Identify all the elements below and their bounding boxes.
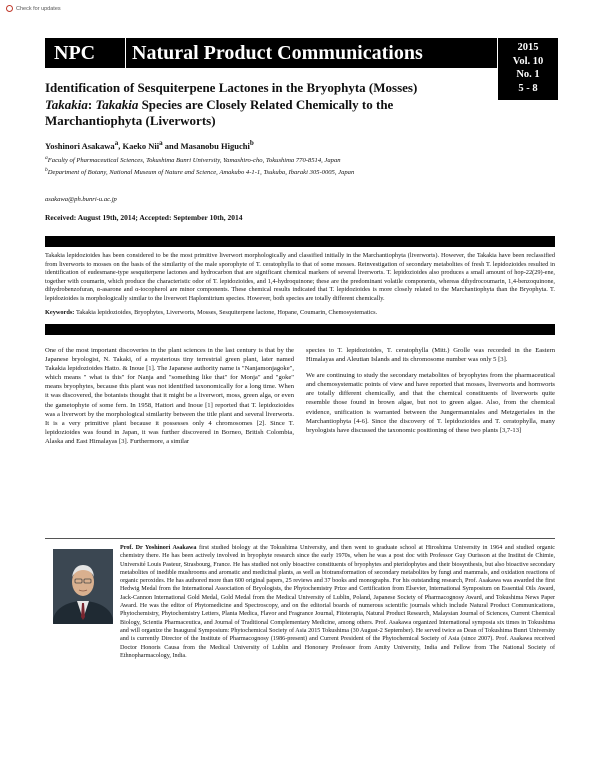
affiliation-a (45, 154, 555, 165)
author-biography (120, 544, 555, 660)
received-dates: Received: August 19th, 2014; Accepted: September 10th, 2014 (45, 213, 243, 222)
title-genus-2: Takakia (95, 96, 139, 112)
author-affil-mark: a (159, 139, 163, 147)
author-affil-mark: a (114, 139, 119, 147)
bio-divider (45, 538, 555, 539)
author-affil-mark: b (249, 139, 254, 147)
body-paragraph: We are continuing to study the secondary metabolites of bryophytes from the pharmaceutical and chemosystematic points of view and have reported that mosses, liverworts and hornworts are totally different chemically, and that the chemical constituents of liverworts quite resemble those found in brown algae, but not to green algae. Also, from the chemical evidence, unification is warranted between the Jungermanniales and Metzgeriales in the Marchantiophyta [4-6]. Since the discovery of T. lepidozioides and T. ceratophylla, many bryologists have discussed the taxonomic positioning of these two plants [3,7-13] (306, 372, 555, 434)
keywords (45, 309, 555, 318)
check-icon (6, 5, 13, 12)
issue-pages: 5 - 8 (518, 82, 538, 94)
body-paragraph: One of the most important discoveries in the plant sciences in the last century is that by the Japanese bryologist, N. Takaki, of a mysterious tiny terrestrial green plant, later named Takakia lepidozioides Hatto. & Inoue [1]. The Japanese authority name is "Nanjamonjagoke", which means " what is this" for Nanja and "something like that" for Monja" and "goke" means bryophytes, because this plant was not identified taxonomically for a long time. When it was discovered, the botanists thought that it might be a liverwort, moss, green alga, or even the gametophyte of some fern. In 1958, Hattori and Inoue [1] reported that T. lepidozioides was a liverwort by the morphological similarity between the title plant and several liverworts. It is a very primitive plant because it possesses only 4 chromosomes [2]. Since T. lepidozioides was found in Japan, it was further discovered in Borneo, British Colombia, Alaska and East Himalayas [3]. Furthermore, a similar (45, 347, 294, 445)
check-for-updates-badge[interactable] (6, 5, 61, 12)
author-email[interactable]: asakawa@ph.bunri-u.ac.jp (45, 196, 117, 203)
abstract: Takakia lepidozioides has been considered to be the most primitive liverwort morphologically and classified initially in the Marchantiophyta (liverworts). However, the Takakia have been reclassified from liverworts to mosses on the basis of the similarity of the male sporophyte of T. ceratophylla to that of some mosses. Reinvestigation of secondary metabolites of fresh T. lepidozioides resulted in identification of eudesmane-type sesquiterpene lactones and hydrocarbon that are significant chemical markers of several liverworts. T. lepidozioides also produces a small amount of hop-22(29)-ene, together with coumarin, which produce the characteristic odor of T. lepidozioides, and 1,4-hydroquinone; these are the predominant volatile components, whereas dihydrocoumarin, 1,4-benzoquinone, dihydrobenzofuran, α-asarone and α-tocopherol are minor components. These chemical results indicated that T. lepidozioides is more closely related to the Marchantiophyta than the Bryophyta. T. lepidozioides is morphologically similar to the liverwort Haplomitrium species. However, both species are totally different chemically. (45, 252, 555, 302)
author-name: Kaeko Nii (122, 140, 160, 151)
issue-info-box (498, 38, 558, 100)
issue-volume: Vol. 10 (512, 55, 544, 67)
author-list (45, 139, 254, 151)
journal-name: Natural Product Communications (132, 41, 423, 64)
article-title (45, 80, 495, 130)
bio-author-name: Prof. Dr Yoshinori Asakawa (120, 545, 197, 551)
body-paragraph: species to T. lepidozioides, T. ceratophylla (Mitt.) Grolle was recorded in the Eastern Himalayas and Aleutian Islands and its chromosome number was only 5 [3]. (306, 347, 555, 364)
author-name: Yoshinori Asakawa (45, 140, 115, 151)
author-separator: , (118, 140, 123, 151)
title-line-2 (45, 97, 495, 114)
affiliation-mark: b (45, 167, 48, 173)
issue-number: No. 1 (516, 69, 540, 80)
affiliation-text: Faculty of Pharmaceutical Sciences, Tokushima Bunri University, Yamashiro-cho, Tokushima 770-8514, Japan (47, 157, 341, 165)
journal-banner (45, 38, 497, 68)
issue-year: 2015 (517, 42, 539, 53)
affiliation-text: Department of Botany, National Museum of Nature and Science, Amakubo 4-1-1, Tsukuba, Ibaraki 305-0005, Japan (47, 169, 355, 177)
author-photo (53, 549, 113, 624)
affiliation-b (45, 166, 555, 177)
body-column-right (306, 346, 555, 442)
check-badge-label: Check for updates (16, 5, 61, 12)
body-column-left (45, 346, 294, 453)
section-bar (45, 324, 555, 335)
title-line-3: Marchantiophyta (Liverworts) (45, 113, 216, 128)
bio-text: first studied biology at the Tokushima University, and then went to graduate school at Hiroshima University in 1964 and studied organic chemistry there. He has been actively involved in bryophyte research since the early 1970s, when he was a post doc with Professor Guy Ourisson at the Institut de Chimie, Université Louis Pasteur, Strasbourg, France. He has studied not only bioactive constituents of bryophytes and pteridophytes and their biosynthesis, but also bioactive secondary metabolites of inedible mushrooms and aromatic and medicinal plants, as well as biotransformation of secondary metabolites by fungi and mammals, and oxidation reactions of organic peroxides. He has authored more than 600 original papers, 25 reviews and 37 books and monographs. For his outstanding research, Prof. Asakawa was awarded the first Hedwig Medal from the International Association of Bryologists, the Phytochemistry Prize and Certification from Elsevier, International Symposium on Essential Oils Award, Jack-Cannon International Gold Medal, Gold Medal from the Medical University of Lublin, Poland, Japanese Society of Pharmacognosy Award, and Tokushima News Paper Award. He was the editor of Phytomedicine and Spectroscopy, and on the editorial boards of numerous scientific journals which include Natural Product Communications, Phytochemistry, Phytochemistry Letters, Planta Medica, Flavor and Fragrance Journal, Fitoterapia, Natural Product Research, Malaysian Journal of Sciences, Current Chemical Biology, Scientia Pharmaceutica, and Journal of Traditional Complementary Medicine, among others. Prof. Asakawa organized International symposia six times in Tokushima and will organize the Inaugural Symposium: Phytochemical Society of Asia 2015 Tokushima (30 August-2 September). He served twice as Dean of Tokushima Bunri University and is currently Director of the Institute of Pharmacognosy (1986-present) and Current President of the Phytochemical Society of Asia (since 2007). Prof. Asakawa received Doctor Honoris Causa from the Medical University of Lublin and Honorary Professor from Amity University, India and Fellow from The National Society of Ethnopharmacology, India. (120, 545, 556, 659)
affiliation-mark: a (45, 155, 48, 161)
title-genus-1: Takakia (45, 96, 88, 112)
author-name: Masanobu Higuchi (180, 140, 250, 151)
journal-abbr: NPC (54, 41, 96, 64)
title-line-1: Identification of Sesquiterpene Lactones in the Bryophyta (Mosses) (45, 80, 418, 95)
author-separator: and (162, 140, 181, 151)
section-bar (45, 236, 555, 247)
keywords-label: Keywords: (45, 309, 76, 316)
title-colon: : (87, 96, 96, 112)
title-line-2-rest: Species are Closely Related Chemically to the (138, 96, 394, 112)
keywords-list: Takakia lepidozioides, Bryophytes, Liverworts, Mosses, Sesquiterpene lactone, Hopane, Coumarin, Chemosystematics. (75, 309, 378, 316)
